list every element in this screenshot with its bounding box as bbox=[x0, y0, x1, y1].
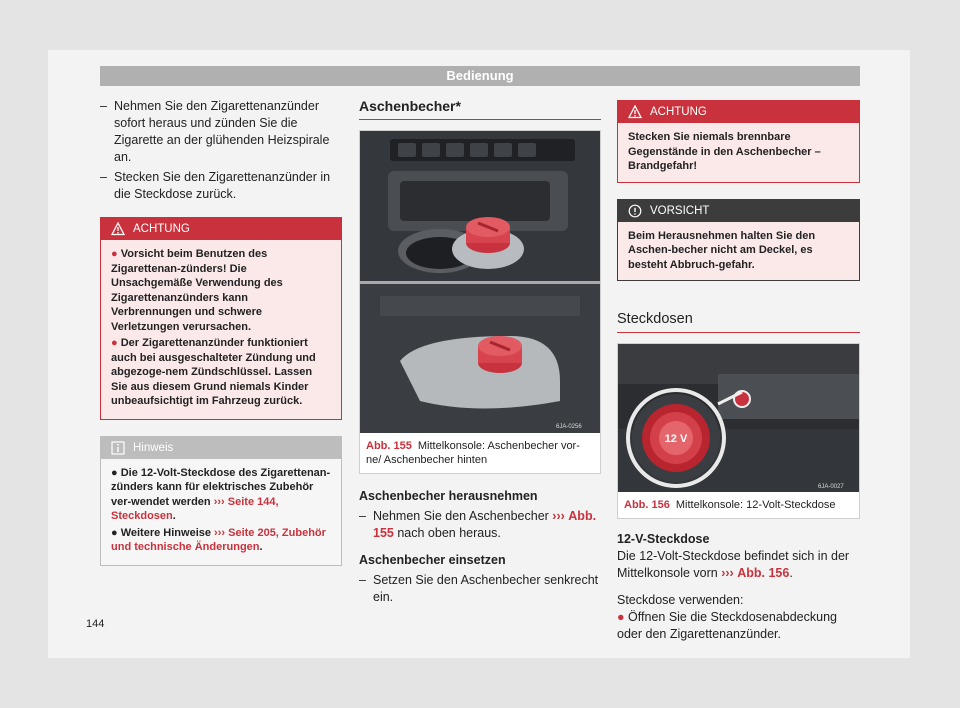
link-arrow: ››› bbox=[552, 509, 565, 523]
figure-link[interactable]: Abb. 155 bbox=[373, 509, 597, 540]
step-text: Nehmen Sie den Aschenbecher bbox=[373, 509, 549, 523]
paragraph bbox=[617, 548, 860, 582]
hint-title: Hinweis bbox=[133, 441, 174, 454]
caution-header bbox=[618, 200, 859, 222]
figure-link[interactable]: Abb. 156 bbox=[737, 566, 790, 580]
section-title-aschenbecher: Aschenbecher* bbox=[359, 98, 601, 120]
figure-155 bbox=[359, 130, 601, 474]
page-link[interactable]: Seite 205, Zubehör und technische Änderungen bbox=[111, 526, 326, 553]
link-arrow: ››› bbox=[721, 566, 734, 580]
hint-text: Weitere Hinweise bbox=[120, 526, 211, 539]
subheading-remove: Aschenbecher herausnehmen bbox=[359, 489, 538, 503]
hint-item: ● Weitere Hinweise ››› Seite 205, Zubehör und technische Änderungen. bbox=[111, 526, 326, 553]
step-item: – Stecken Sie den Zigarettenanzünder in die Steckdose zurück. bbox=[100, 169, 342, 203]
page-number: 144 bbox=[86, 618, 105, 630]
hint-body bbox=[101, 459, 341, 565]
warning-item: ● Der Zigarettenanzünder funktioniert auch bei ausgeschalteter Zündung und abgezoge-nem Zündschlüssel. Lassen Sie aus diesem Grund niemals Kinder unbeaufsichtigt im Fahrzeug zurück. bbox=[111, 337, 316, 407]
socket-label: 12 V bbox=[664, 433, 688, 445]
caption-text: Mittelkonsole: Aschenbecher vor-ne/ Aschenbecher hinten bbox=[366, 440, 580, 466]
warning-title: ACHTUNG bbox=[650, 106, 707, 118]
figure-label: Abb. 155 bbox=[366, 440, 412, 452]
hint-text: Die 12-Volt-Steckdose des Zigarettenan-zünders kann für elektrisches Zubehör ver-wendet werden bbox=[111, 466, 331, 508]
warning-body: Stecken Sie niemals brennbare Gegenstände in den Aschenbecher – Brandgefahr! bbox=[618, 123, 859, 182]
hint-item: ● Die 12-Volt-Steckdose des Zigarettenan-zünders kann für elektrisches Zubehör ver-wendet werden ››› Seite 144, Steckdosen. bbox=[111, 466, 331, 522]
left-column bbox=[100, 98, 342, 566]
paragraph-punct: . bbox=[789, 566, 793, 580]
info-icon bbox=[111, 441, 125, 455]
warning-header bbox=[101, 218, 341, 240]
page-header: Bedienung bbox=[100, 66, 860, 86]
caution-icon bbox=[628, 204, 642, 218]
hint-header bbox=[101, 437, 341, 459]
subheading-12v: 12-V-Steckdose bbox=[617, 532, 710, 546]
step-item: – Nehmen Sie den Zigarettenanzünder sofort heraus und zünden Sie die Zigarette an der glühenden Heizspirale an. bbox=[100, 98, 342, 166]
caution-box bbox=[617, 199, 860, 282]
paragraph-text: Die 12-Volt-Steckdose befindet sich in der Mittelkonsole vorn bbox=[617, 549, 850, 580]
warning-body bbox=[101, 240, 341, 419]
warning-box bbox=[100, 217, 342, 420]
page-link[interactable]: Seite 144, Steckdosen bbox=[111, 495, 279, 522]
step-text: nach oben heraus. bbox=[397, 526, 501, 540]
hint-punct: . bbox=[172, 510, 176, 522]
figure-code: 6JA-0027 bbox=[818, 484, 844, 490]
paragraph: Steckdose verwenden: bbox=[617, 593, 744, 607]
warning-box bbox=[617, 100, 860, 183]
warning-header bbox=[618, 101, 859, 123]
caption-text: Mittelkonsole: 12-Volt-Steckdose bbox=[675, 499, 836, 511]
subheading-insert: Aschenbecher einsetzen bbox=[359, 553, 506, 567]
figure-caption bbox=[618, 492, 859, 518]
step-item: – Setzen Sie den Aschenbecher senkrecht ein. bbox=[359, 572, 601, 606]
figure-label: Abb. 156 bbox=[624, 499, 670, 511]
warning-item: ● Vorsicht beim Benutzen des Zigarettenan-zünders! Die Unsachgemäße Verwendung des Zigarettenanzünders kann Verbrennungen und schwere Verletzungen verursachen. bbox=[111, 248, 283, 333]
link-arrow: ››› bbox=[213, 495, 225, 508]
figure-156 bbox=[617, 343, 860, 519]
middle-column bbox=[359, 98, 601, 609]
warning-item-text: Der Zigarettenanzünder funktioniert auch bei ausgeschalteter Zündung und abgezoge-nem Zündschlüssel. Lassen Sie aus diesem Grund niemals Kinder unbeaufsichtigt im Fahrzeug zurück. bbox=[111, 337, 316, 407]
right-column bbox=[617, 100, 860, 643]
warning-icon bbox=[111, 222, 125, 236]
warning-title: ACHTUNG bbox=[133, 223, 190, 235]
section-title-steckdosen: Steckdosen bbox=[617, 311, 860, 333]
warning-icon bbox=[628, 105, 642, 119]
bullet-text: Öffnen Sie die Steckdosenabdeckung oder den Zigarettenanzünder. bbox=[617, 610, 837, 641]
warning-item-text: Vorsicht beim Benutzen des Zigarettenan-zünders! Die Unsachgemäße Verwendung des Zigarettenanzünders kann Verbrennungen und schwere Verletzungen verursachen. bbox=[111, 248, 283, 333]
hint-punct: . bbox=[259, 541, 263, 553]
caution-title: VORSICHT bbox=[650, 204, 710, 217]
ashtray-photo bbox=[360, 131, 600, 433]
figure-caption bbox=[360, 433, 600, 473]
hint-box bbox=[100, 436, 342, 566]
socket-photo bbox=[618, 344, 859, 492]
bullet-item: ● Öffnen Sie die Steckdosenabdeckung oder den Zigarettenanzünder. bbox=[617, 610, 837, 641]
step-item bbox=[359, 508, 601, 542]
link-arrow: ››› bbox=[214, 526, 226, 539]
caution-body: Beim Herausnehmen halten Sie den Aschen-becher nicht am Deckel, es besteht Abbruch-gefahr. bbox=[618, 222, 859, 281]
figure-code: 6JA-0256 bbox=[556, 424, 582, 430]
